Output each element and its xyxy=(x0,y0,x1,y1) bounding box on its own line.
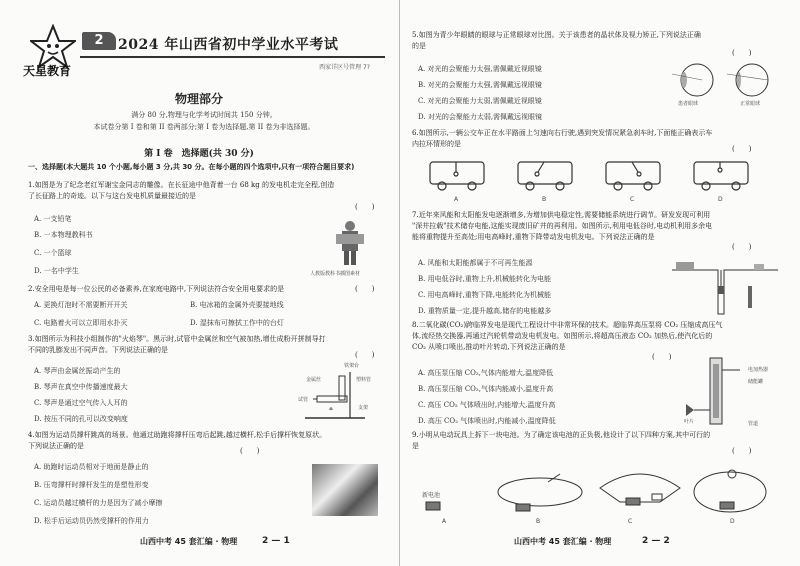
section-instruction: 一、选择题(本大题共 10 个小题,每小题 3 分,共 30 分。在每小题的四个选项中,只有一项符合题目要求) xyxy=(28,163,355,171)
paper-number-badge: 2 xyxy=(82,32,116,50)
answer-blank: ( ) xyxy=(732,145,752,153)
exam-note: 本试卷分第 I 卷和第 II 卷两部分;第 I 卷为选择题,第 II 卷为非选择题。 xyxy=(93,123,315,131)
option-c: C. 电路着火可以立即用水扑灭 xyxy=(34,319,128,327)
label-support: 支架 xyxy=(358,405,369,411)
option-b: B. 高压泵压缩 CO₂,气体内能减小,温度升高 xyxy=(418,385,554,393)
figure-caption: 人教版教科书插图素材 xyxy=(310,271,361,277)
option-c: C. 运动员越过横杆的力是因为了减小摩擦 xyxy=(34,499,163,507)
topic-label: 西家详区号管理 7? xyxy=(319,64,370,71)
question-2: 2.安全用电是每一位公民的必备素养,在家庭电路中,下列说法符合安全用电要求的是 xyxy=(28,285,285,293)
option-d: D. 一名中学生 xyxy=(34,267,79,275)
question-3: 3.如图所示为科技小组制作的"火焰琴"。黑示时,试管中金属丝和空气被加热,增仕成粉开拼制导打 不同的乳膨发出不同声音。下列说法正确的是 xyxy=(28,335,326,354)
question-text: 二氧化碳(CO₂)跨临界发电是现代工程设计中非常环保的技术。超临界高压泵将 CO₂ 压缩成高压气 xyxy=(418,321,723,329)
question-text: 如图所示,一辆公交车正在水平路面上匀速向右行驶,遇到突发情况紧急刹车时,下面能正确表示车 xyxy=(418,129,713,137)
battery-test-diagrams xyxy=(420,462,780,524)
label-patient-eye: 患者眼球 xyxy=(678,101,699,107)
option-d: D xyxy=(730,518,735,525)
option-b: B. 电冰箱的金属外壳要接地线 xyxy=(190,301,284,309)
label-plastic-tube: 塑料管 xyxy=(356,377,372,383)
question-text: 能将重物提升至高处;用电高峰时,重物下降带动发电机发电。下列说法正确的是 xyxy=(412,233,655,241)
question-text: 的是 xyxy=(412,42,426,50)
question-text: 如图为运动员撑杆跳高的场景。他通过助跑将撑杆压弯后起跳,越过横杆,松手后撑杆恢复原状。 xyxy=(34,431,327,439)
option-d: D. 对光的会聚能力太弱,需佩戴远视眼镜 xyxy=(418,113,543,121)
mine-shaft-storage-diagram xyxy=(668,256,782,316)
option-b: B. 对光的会聚能力太强,需佩戴远视眼镜 xyxy=(418,81,542,89)
bus-handle-diagrams xyxy=(426,156,776,194)
question-text: 小明从电动玩具上拆下一块电池。为了确定该电池的正负极,他设计了以下四种方案,其中可行的 xyxy=(418,431,711,439)
label-test-tube: 试管 xyxy=(298,397,309,403)
question-text: 内拉环情形的是 xyxy=(412,140,461,148)
question-text: 安全用电是每一位公民的必备素养,在家庭电路中,下列说法符合安全用电要求的是 xyxy=(34,285,285,293)
option-d: D. 湿抹布可擦拭工作中的台灯 xyxy=(190,319,284,327)
option-a: A xyxy=(442,518,447,525)
question-9: 9.小明从电动玩具上拆下一块电池。为了确定该电池的正负极,他设计了以下四种方案,其中可行的 是 xyxy=(412,431,711,450)
question-4: 4.如图为运动员撑杆跳高的场景。他通过助跑将撑杆压弯后起跳,越过横杆,松手后撑杆恢复原状。 下列说法正确的是 xyxy=(28,431,327,450)
question-text: "深井拉载"技术储存电能,这能实现废旧矿井的再利用。如图所示,利用电低谷时,电动机利用多余电 xyxy=(412,222,713,230)
option-d: D. 松手后运动员仍然受撑杆的作用力 xyxy=(34,517,149,525)
option-b: B. 压弯撑杆时撑杆发生的是塑性形变 xyxy=(34,481,149,489)
option-a: A. 一支铅笔 xyxy=(34,215,72,223)
page-number-left: 2 — 1 xyxy=(262,536,290,546)
answer-blank: ( ) xyxy=(240,447,260,455)
answer-blank: ( ) xyxy=(732,447,752,455)
option-a: A. 风能和太阳能都属于不可再生能源 xyxy=(418,259,533,267)
question-text: 如图为青少年眼睛的眼球与正常眼球对比图。关于该患者的晶状体及视力矫正,下列说法正确 xyxy=(418,31,701,39)
answer-blank: ( ) xyxy=(355,203,375,211)
question-8: 8.二氧化碳(CO₂)跨临界发电是现代工程设计中非常环保的技术。超临界高压泵将 CO₂ 压缩成高压气 体,流经热交换器,再通过汽轮机带动发电机发电。如图所示,将超高压液态 CO₂ 加热后,使汽化后的 CO₂ 从喷口喷出,推动叶片转动,下列说法正确的是 xyxy=(412,321,723,351)
title-rule xyxy=(80,56,385,58)
eyeball-comparison-diagram xyxy=(672,60,782,100)
question-text: 如图所示为科技小组制作的"火焰琴"。黑示时,试管中金属丝和空气被加热,增仕成粉开拼制导打 xyxy=(34,335,326,343)
option-c: C xyxy=(630,196,635,203)
footer-right: 山西中考 45 套汇编 · 物理 xyxy=(514,537,612,546)
label-blade: 叶片 xyxy=(684,419,695,425)
question-text: 是 xyxy=(412,442,419,450)
answer-blank: ( ) xyxy=(355,351,375,359)
option-a: A. 助跑时运动员相对于地面是静止的 xyxy=(34,463,149,471)
option-c: C. 对光的会聚能力太弱,需佩戴近视眼镜 xyxy=(418,97,542,105)
option-b: B xyxy=(542,196,547,203)
question-number: 1. xyxy=(28,181,35,189)
option-c: C. 一个篮球 xyxy=(34,249,72,257)
option-b: B. 琴声在真空中传播速度最大 xyxy=(34,383,128,391)
option-d: D. 重物质量一定,提升越高,储存的电能越多 xyxy=(418,307,552,315)
option-a: A. 高压泵压缩 CO₂,气体内能增大,温度降低 xyxy=(418,369,554,377)
label-electric-heater: 电加热器 xyxy=(748,367,769,373)
option-c: C. 用电高峰时,重物下降,电能转化为机械能 xyxy=(418,291,552,299)
question-text: CO₂ 从喷口喷出,推动叶片转动,下列说法正确的是 xyxy=(412,343,566,351)
answer-blank: ( ) xyxy=(355,285,375,293)
question-text: 体,流经热交换器,再通过汽轮机带动发电机发电。如图所示,将超高压液态 CO₂ 加热后,使汽化后的 xyxy=(412,332,713,340)
exam-note: 满分 80 分,物理与化学考试时间共 150 分钟。 xyxy=(131,111,277,119)
label-storage-tank: 储能罐 xyxy=(748,379,764,385)
label-pipe: 管道 xyxy=(748,421,759,427)
question-text: 不同的乳膨发出不同声音。下列说法正确的是 xyxy=(28,346,168,354)
option-b: B xyxy=(536,518,541,525)
answer-blank: ( ) xyxy=(732,49,752,57)
right-column xyxy=(402,0,800,566)
question-text: 近年来风能和太阳能发电逐渐增多,为增加供电稳定性,需要储能系统进行调节。研发发现可利用 xyxy=(418,211,711,219)
footer-left: 山西中考 45 套汇编 · 物理 xyxy=(140,537,238,546)
label-metal-wire: 金属丝 xyxy=(306,377,322,383)
question-text: 下列说法正确的是 xyxy=(28,442,84,450)
column-divider xyxy=(399,0,400,566)
option-a: A. 对光的会聚能力太强,需佩戴近视眼镜 xyxy=(418,65,542,73)
page-number-right: 2 — 2 xyxy=(642,536,670,546)
exam-title: 2024 年山西省初中学业水平考试 xyxy=(118,37,339,53)
option-b: B. 一本物理教科书 xyxy=(34,231,93,239)
option-c: C. 高压 CO₂ 气体喷出时,内能增大,温度升高 xyxy=(418,401,556,409)
question-1 xyxy=(28,180,388,202)
option-d: D. 按压不同的孔可以改变响度 xyxy=(34,415,128,423)
brand-name: 天星教育 xyxy=(23,64,72,78)
statue-illustration xyxy=(330,218,370,268)
question-5: 5.如图为青少年眼睛的眼球与正常眼球对比图。关于该患者的晶状体及视力矫正,下列说法正确 的是 xyxy=(412,31,701,50)
question-6: 6.如图所示,一辆公交车正在水平路面上匀速向右行驶,遇到突发情况紧急刹车时,下面能正确表示车 内拉环情形的是 xyxy=(412,129,713,148)
question-text: 了长征路上的奇迹。以下与这台发电机质量最接近的是 xyxy=(28,192,196,200)
part-title: 物理部分 xyxy=(174,92,223,106)
left-column xyxy=(0,0,398,566)
option-c: C. 琴声是通过空气传入人耳的 xyxy=(34,399,128,407)
section-title: 第 I 卷 选择题(共 30 分) xyxy=(144,149,254,159)
label-new-battery: 新电池 xyxy=(422,492,441,499)
question-text: 如图是为了纪念老红军谢宝金同志的雕像。在长征途中他背着一台 68 kg 的发电机走完全程,创造 xyxy=(34,181,335,189)
option-a: A. 更换灯泡时不需要断开开关 xyxy=(34,301,128,309)
option-d: D xyxy=(718,196,723,203)
question-7: 7.近年来风能和太阳能发电逐渐增多,为增加供电稳定性,需要储能系统进行调节。研发发现可利用 "深井拉载"技术储存电能,这能实现废旧矿井的再利用。如图所示,利用电低谷时,电动机利用多余电 能将重物提升至高处;用电高峰时,重物下降带动发电机发电。下列说法正确的是 xyxy=(412,211,713,241)
label-iron-stand: 铁架台 xyxy=(344,363,360,369)
pole-vault-photo xyxy=(312,464,378,516)
option-a: A. 琴声由金属丝振动产生的 xyxy=(34,367,121,375)
label-normal-eye: 正常眼球 xyxy=(740,101,761,107)
answer-blank: ( ) xyxy=(732,243,752,251)
option-a: A xyxy=(454,196,459,203)
option-d: D. 高压 CO₂ 气体喷出时,内能减小,温度降低 xyxy=(418,417,556,425)
answer-blank: ( ) xyxy=(652,353,672,361)
option-c: C xyxy=(628,518,633,525)
option-b: B. 用电低谷时,重物上升,机械能转化为电能 xyxy=(418,275,552,283)
